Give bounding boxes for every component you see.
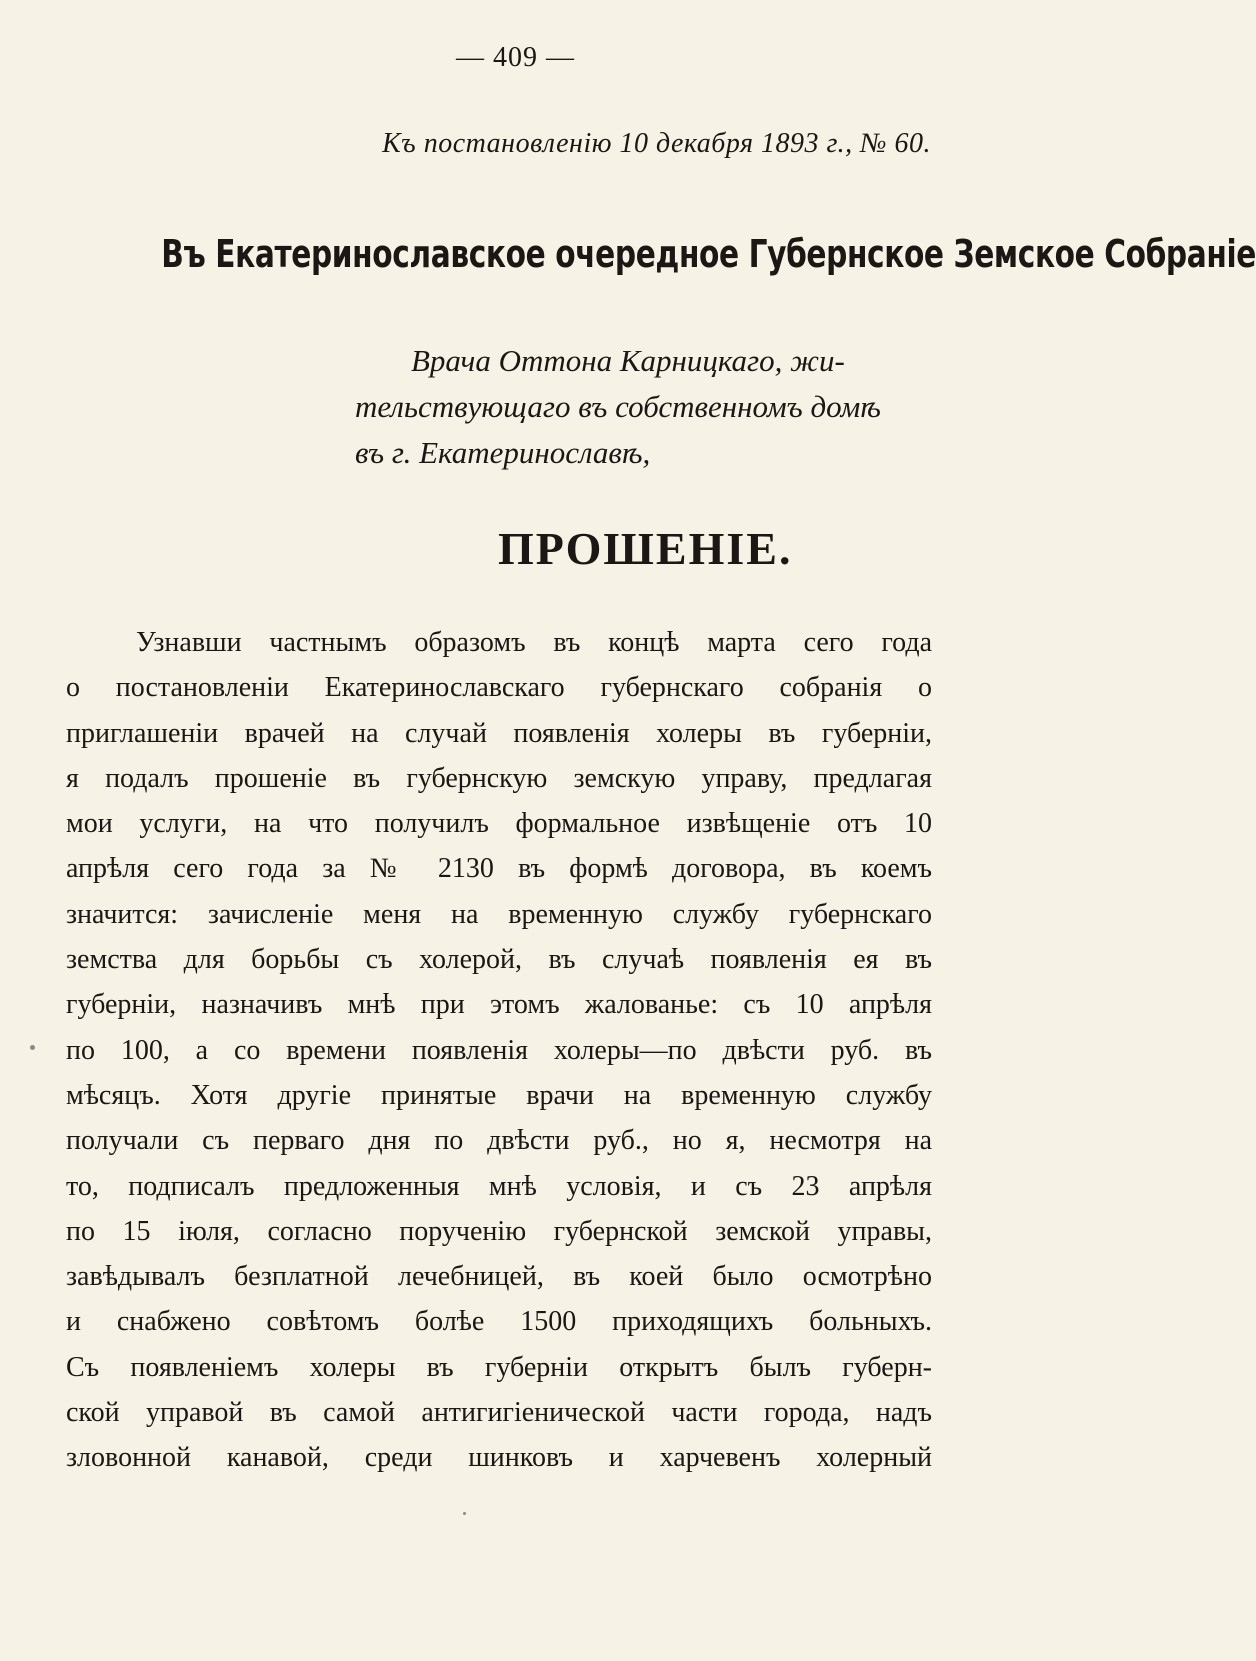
body-text [66, 620, 932, 1481]
petitioner-line: тельствующаго въ собственномъ домѣ [355, 389, 881, 424]
body-line: губерніи, назначивъ мнѣ при этомъ жалованье: съ 10 апрѣля [66, 989, 932, 1021]
petitioner-block [355, 338, 930, 476]
petitioner-line: Врача Оттона Карницкаго, жи- [411, 343, 845, 378]
body-line: по 100, а со времени появленія холеры—по двѣсти руб. въ [66, 1034, 932, 1066]
body-line: то, подписалъ предложенныя мнѣ условія, и съ 23 апрѣля [66, 1170, 932, 1202]
body-line: земства для борьбы съ холерой, въ случаѣ появленія ея въ [66, 944, 932, 976]
body-line: ской управой въ самой антигигіенической части города, надъ [66, 1397, 932, 1429]
body-line: завѣдывалъ безплатной лечебницей, въ коей было осмотрѣно [66, 1261, 932, 1293]
body-line: и снабжено совѣтомъ болѣе 1500 приходящихъ больныхъ. [66, 1306, 932, 1338]
margin-speck [463, 1512, 466, 1515]
petitioner-line: въ г. Екатеринославѣ, [355, 435, 651, 470]
body-line: по 15 іюля, согласно порученію губернской земской управы, [66, 1215, 932, 1247]
body-line: зловонной канавой, среди шинковъ и харчевенъ холерный [66, 1442, 932, 1474]
body-line: апрѣля сего года за № 2130 въ формѣ договора, въ коемъ [66, 853, 932, 885]
body-line: Съ появленіемъ холеры въ губерніи открытъ былъ губерн- [66, 1351, 932, 1383]
body-line: значится: зачисленіе меня на временную службу губернскаго [66, 898, 932, 930]
document-title: ПРОШЕНІЕ. [498, 523, 793, 574]
body-line: мои услуги, на что получилъ формальное извѣщеніе отъ 10 [66, 808, 932, 840]
body-line: получали съ перваго дня по двѣсти руб., но я, несмотря на [66, 1125, 932, 1157]
body-line: я подалъ прошеніе въ губернскую земскую управу, предлагая [66, 762, 932, 794]
addressee-heading: Въ Екатеринославское очередное Губернское Земское Собраніе [161, 232, 1256, 276]
body-line: о постановленіи Екатеринославскаго губернскаго собранія о [66, 672, 932, 704]
body-line: мѣсяцъ. Хотя другіе принятые врачи на временную службу [66, 1079, 932, 1111]
body-line: Узнавши частнымъ образомъ въ концѣ марта сего года [136, 627, 932, 658]
resolution-reference: Къ постановленію 10 декабря 1893 г., № 60. [382, 128, 931, 159]
body-line: приглашеніи врачей на случай появленія холеры въ губерніи, [66, 717, 932, 749]
margin-speck [30, 1045, 35, 1050]
page-number: — 409 — [456, 42, 575, 73]
